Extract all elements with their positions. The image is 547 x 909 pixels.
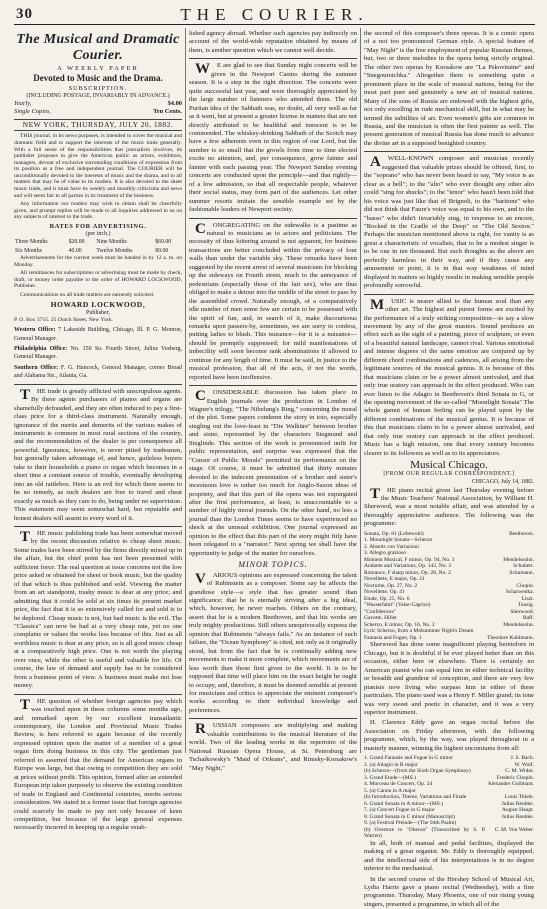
- programme-composer: Louis Thiele.: [504, 794, 534, 801]
- editorial-congregating: CONGREGATING on the sidewalks is a pastime as natural to musicians as to actors and politicians. The necessity of thus loitering around is not apparent, for business transactions are better concluded within the privacy of four walls than under the variable sky. These remarks have been suggested by the recent arrest of several musicians for blocking up the sideways on Fourth street, much to the annoyance of pedestrians (especially those of the fair sex), who are thus obliged to make a detour into the middle of the street to pass by the assembled crowd. Naturally enough, of a comparatively idle number of men some few are certain to be possessed with the spirit of fun, and, in search of it, make discourteous remarks upon passers-by, sometimes, we are sorry to confess, putting ladies to blush. This nuisance—for it is a nuisance—should be promptly suppressed; for mild manifestations of imbecility will soon become rank abominations if allowed to continue for any length of time. It must be said, in justice to the musical profession, that all of the acts, if not the words, reported have been inoffensive.: [189, 220, 357, 381]
- divider: [14, 694, 182, 695]
- office-southern: [14, 364, 182, 381]
- programme-piece: (b) Introduction, Theme, Variations and Finale: [364, 794, 467, 801]
- single-price: Ten Cents.: [153, 108, 182, 116]
- programme-piece: Novellette, E major, Op. 21: [364, 576, 425, 583]
- rates-note: Advertisements for the current week must be handed in by 12 a. m. on Monday.: [14, 254, 182, 268]
- programme-composer: Schumann.: [509, 569, 534, 576]
- programme-row: [364, 827, 534, 840]
- editorial-sunday-concerts: WE are glad to see that Sunday night concerts will be given in the Newport Casino during the summer season. It is a step in the right direction. The concerts were quite successful last year, and were thoroughly appreciated by the large number of listeners who attended them. The old Puritan idea of the Sabbath was, no doubt, all very well as far as it went, but at present a greater license in matters that are not directly attributed to be healthful and innocent is to be commended. The whiskey-drinking Sabbath of the Scotch may have a few adherents even in this region of our Lord, but the number is so small that the growls from time to time elected excite no attention, and, per consequence, grow fainter and fainter with each passing year. The Newport Sunday evening concerts are conducted upon the principle—and that rightly—of a low admission, so that all respectable people, whatever their social status, may form part of the audiences. Let other summer resorts imitate the sensible example set by the fashionable leaders of Newport society.: [189, 61, 357, 214]
- minor-russian-composers: RUSSIAN composers are multiplying and making valuable contributions to the musical literature of the world. Two of the leading works in the repertoire of the National Russian Opera House, at St. Petersburg are Tschaikowsky's "Maid of Orleans", and Rimsky-Korsakow's "May Night,": [189, 721, 357, 772]
- programme-composer: Raff.: [522, 615, 534, 622]
- editorial-prizes: AWELL-KNOWN composer and musician recently suggested that valuable prizes should be offered, first, to the "soprano" who has never been heard to say, "My voice is as clear as a bell"; to the "alto" who ever thought any other alto could "sing for shucks"; to the "tenor" who hasn't been told that his voice was just like that of Brignoli, to the "baritone" who did not think that Faure's voice was equal to his own, and to the "basso" who didn't invariably sing, in response to an encore, "Rocked in the Cradle of the Deep" or "The Old Sexton." Perhaps the musician mentioned above is right, for vanity is as great a characteristic of vocalists, that to be a modest singer is to be one in ten thousand. But such thoughts as the above are perfectly harmless in their way, and if they cause any amusement or point, it is in that way weakness of mind displayed in matters so highly results in making sensible people profoundly sorrowful.: [364, 154, 534, 290]
- page-number: 30: [16, 6, 33, 22]
- programme-piece: 2. Abseits con Variazioni: [364, 543, 419, 550]
- programme-composer: J. S. Bach.: [510, 755, 534, 762]
- correspondent-line: [FROM OUR REGULAR CORRESPONDENT.]: [383, 470, 515, 477]
- masthead-title: The Musical and Dramatic Courier.: [16, 32, 180, 63]
- programme-piece: Novellette, Op. 41: [364, 589, 405, 596]
- programme-piece: "Wasserfahrt" (Valse-Caprice): [364, 602, 431, 609]
- programme-piece: (b) Overture to "Oberon" (Transcribed by S. P. Warren): [364, 826, 486, 840]
- publisher-role: Publisher,: [86, 310, 110, 316]
- divider: [364, 294, 534, 295]
- rates-cell: $20.00: [68, 239, 85, 246]
- divider: [189, 218, 357, 219]
- programme-piece: 1. Grand Fantasie and Fugue in G minor: [364, 755, 453, 762]
- remit-note: All remittances for subscriptions or advertising must be made by check, draft, or money order payable to the order of HOWARD LOCKWOOD, Publisher.: [14, 270, 182, 290]
- minor-topics-heading: MINOR TOPICS.: [238, 560, 308, 570]
- publisher-address: P. O. Box 3715. 25 Dutch Street, New York.: [14, 317, 113, 324]
- rates-row: [14, 247, 182, 255]
- page-header: [14, 4, 535, 25]
- rates-table: [14, 238, 182, 255]
- divider: [189, 385, 357, 386]
- programme-piece: 3. Grand Etude—(MS.): [364, 774, 416, 781]
- programme-row: [364, 794, 534, 801]
- programme-piece: (b) Scherzo—(from the Sixth Organ Symphony): [364, 768, 471, 775]
- office-label: Southern Office:: [14, 364, 59, 371]
- minor-rubinstein: VARIOUS opinions are expressed concerning the talent of Rubinstein as a composer. Some say he affects the grandiose style—a style that has greater sound than significance; that he is eternally striving after a big ideal, which, however, he never reaches. Others on the contrary, assert that he is a modern Beethoven, and that his works are truly mighty productions. Still others unequivocally express the opinion that Rubinstein "always fails." As an instance of such failure, the "Ocean Symphony" is cited, not only as it originally stood, but from the fact that he is continually adding new movements to make it more complete, which movements are of less worth than those first given to the world. It is to be supposed that time will place him on the exact height he ought to occupy, and, therefore, it must be deemed sensible at present for musicians and critics to appreciate the eminent composer's works according to their individual knowledge and preferences.: [189, 570, 357, 714]
- chicago-eddy-2: In all, both of manual and pedal facilities, displayed the making of a great organist. Mr. Eddy is thoroughly equipped, and the intellectual side of his interpretations is in no degree inferior to the mechanical.: [364, 839, 534, 873]
- programme-piece: 6. Grand Sonata in A minor—(MS.): [364, 800, 443, 807]
- programme-piece: 4. Morceau de Concert, Op. 24: [364, 781, 433, 788]
- programme-piece: Sonata, Op. 81 (Lebewohl): [364, 530, 424, 537]
- rates-title: RATES FOR ADVERTISING.: [49, 223, 147, 231]
- programme-row: [364, 768, 534, 775]
- rates-cell: Nine Months: [96, 239, 127, 246]
- rates-sub: (per inch.): [85, 231, 111, 238]
- programme-piece: 2. (a) Adagio in B major: [364, 761, 418, 768]
- programme-composer: Mendelssohn.: [503, 621, 534, 628]
- column-2: [189, 30, 357, 772]
- office-western: [14, 326, 182, 343]
- programme-composer: Alexander Guilmant.: [487, 781, 534, 788]
- editorial-foreign-agencies: THE question of whether foreign agencies pay which was touched upon in these columns some months ago, and remarked upon by our excellent transatlantic contemporary, the London and Provincial Music Trades Review, is here referred to again because of the recently expressed opinion upon the matter of a member of a great organ firm doing business in this city. The gentleman just referred to asserted that the demand for American organs in Europe was large, but that owing to competition they are sold at prices without profit. This opinion, formed after an extended European trip taken purposely to observe the existing condition of trade in England and Continental countries, merits serious consideration. We stated in a former issue that foreign agencies could scarcely be made to pay not only because of keen competition, but because of the large general expenses necessarily incurred in keeping up a regular estab-: [14, 696, 182, 832]
- single-price-row: [14, 108, 182, 116]
- dateline: NEW YORK, THURSDAY, JULY 20, 1882.: [14, 119, 182, 131]
- rates-cell: Three Months: [15, 239, 48, 246]
- programme-composer: Sherwood.: [510, 608, 534, 615]
- editorial-cheap-music: THE music publishing trade has been somewhat moved by the recent discussion relative to cheap sheet music. Some trades have been stirred by the firms directly mixed up in the affair, but the chief point has not been presented with sufficient force. The real question at issue concerns not the low price asked or obtained for sheet or book music, but the quality of that which is thus published and sold. Viewing the matter from an art standpoint, trashy music is dear at any price; and admitting that it could be sold at six times its present market price, the fact that it is so extensively called for and sold is to be deplored. Cheap music is not, but bad music is the evil. The "Classics" can now be had at a very cheap rate, yet no one complains or values the works less because of this. Just as all worthless music is dear at any price, so is all good music cheap at a comparatively high price. One is not worth the playing over once, while the other is useful and valuable for life. Of course, the law of demand and supply has to be considered from a business point of view. A business must make not lose money.: [14, 529, 182, 690]
- programme-piece: Moment Musical, F minor, Op. 94, No. 3: [364, 556, 455, 563]
- editorial-music-soul: MUSIC is nearer allied to the human soul than any other art. The highest and purest forms are excited by the performance of a truly striking composition—to say a slow movement by any of the great masters. Sound produces an effect such as the sight of a painting, piece of sculpture, or even of a beautiful natural landscape, cannot rival. Various emotional and intense degrees of the same emotion are conjured up by different chord combinations and cadences, all arising from the legitimate sources of the musical genius. It is because of this that musicians claim or be a power almost unrivaled, and that only true oratory can approach in the effect produced. Who can ever listen to the Adagio in Beethoven's third Sonata in G, or the opening movement of the so-called "Moonlight Sonata" The whole gamut of human feeling can be played upon by the different combinations of the musical genius. It is because of this that musicians claim to be a power almost unrivaled, and that only true oratory can approach in the effect produced. Music has a high mission, one that every century becomes clearer to its followers as well as to its appreciators.: [364, 296, 534, 457]
- musical-chicago-heading: Musical Chicago.: [410, 459, 488, 472]
- continued-paragraph: the second of this composer's three operas. It is a comic opera of a not too pronounced German style. A special feature of "May Night" is the free employment of popular Russian themes, but, two or three melodies in the opera being strictly original. The other two operas by Korsakow are "La Pskovitaine" and "Snegourotchka." Altogether there is something quite a prominent place in the scale of musical nations, being for the most part pure and genuinely a new art of musical nations. Many of the sons of Russia are endowed with the highest gifts, not only excelling in rude mechanical skill, but in what may be termed the subtilties of art. Even women's gifts are common in Russia, and the musician is often the first painter as well. The present generation of musical Russia has done much to advance the divine art in a supposed benighted country.: [364, 30, 534, 147]
- programme-composer: W. Wolf.: [514, 761, 534, 768]
- rates-row: [14, 238, 182, 246]
- programme-composer: Scharwenka.: [505, 589, 534, 596]
- divider: [189, 58, 357, 59]
- programme-piece: 5. (a) Canon in A major: [364, 787, 416, 794]
- programme-piece: 7. (a) Concert Fugue in G major: [364, 807, 435, 814]
- office-philadelphia: [14, 345, 182, 362]
- publisher-name: HOWARD LOCKWOOD,: [50, 299, 146, 309]
- rates-cell: 80.00: [155, 247, 169, 254]
- programme-composer: C. M. Von Weber.: [494, 826, 534, 833]
- subscription-note: (INCLUDING POSTAGE, INVARIABLY IN ADVANCE.): [26, 93, 170, 100]
- divider: [364, 151, 534, 152]
- programme-composer: Beethoven.: [509, 530, 534, 537]
- rates-cell: $60.00: [155, 239, 172, 246]
- rates-cell: 40.00: [68, 247, 82, 254]
- yearly-price: $4.00: [167, 99, 182, 107]
- chicago-recital: THE piano recital given last Thursday evening before the Music Teachers' National Association, by William H. Sherwood, was a most notable affair, and was attended by a thoroughly appreciative audience. The following was the programme:: [364, 485, 534, 528]
- programme-table-2: [364, 755, 534, 840]
- programme-piece: 9. (a) Festival Prelude—(The 94th Psalm): [364, 820, 457, 827]
- programme-composer: Mendelssohn.: [503, 556, 534, 563]
- comms-note: Communications on all trade matters are earnestly solicited.: [20, 291, 155, 298]
- masthead: [14, 32, 182, 83]
- programme-piece: 1. Moonlight Sonata—Scherzo: [364, 537, 433, 544]
- programme-piece: Etude, Op. 25, No. 6: [364, 595, 410, 602]
- programme-piece: 3. Allegro grazioso: [364, 550, 407, 557]
- continued-paragraph: lished agency abroad. Whether such agencies pay indirectly on account of the world-wide reputation obtained by means of them, is another question which we cannot well decide.: [189, 30, 357, 54]
- programme-piece: Gavotte, Hiller: [364, 615, 397, 622]
- office-text: No. 150 So. Fourth Street, Julius Vosberg, General Manager.: [14, 345, 182, 361]
- office-label: Philadelphia Office:: [14, 345, 68, 352]
- divider: [14, 384, 182, 385]
- programme-piece: Lyric Scherzo, from a Midsummer Night's Dream: [364, 628, 474, 635]
- chicago-hershey: In the second course of the Hershey School of Musical Art, Lydia Harris gave a piano recital (Wednesday), with a fine programme. Thursday, Mary Phoenix, one of our rising young singers, presented a programme, in which all of the: [364, 875, 534, 908]
- office-text: F. G. Hancock, General Manager, corner Broad and Alabama Sts., Atlanta, Ga.: [14, 364, 182, 380]
- office-label: Western Office:: [14, 327, 56, 334]
- subscription-label: SUBSCRIPTION.: [68, 84, 128, 92]
- programme-piece: Andante and Variations, Op. 142, No. 3: [364, 563, 451, 570]
- programme-composer: August Haupt.: [501, 807, 534, 814]
- yearly-price-row: [14, 100, 182, 108]
- column-3: [364, 30, 534, 908]
- chicago-date: CHICAGO, July 14, 1882.: [471, 479, 534, 486]
- programme-piece: Nocturne, Op. 27, No. 2: [364, 582, 418, 589]
- rates-cell: Twelve Months: [96, 247, 133, 254]
- column-rule: [360, 28, 361, 753]
- divider: [14, 526, 182, 527]
- programme-composer: Tausig.: [518, 602, 534, 609]
- programme-composer: Theodore Kuhlmann.: [486, 634, 534, 641]
- programme-piece: Scherzo, E minor, Op. 16, No. 2: [364, 621, 435, 628]
- intro-paragraph-2: Any information our readers may wish to obtain shall be cheerfully given, and prompt replies will be made to all inquiries addressed to us on any subjects of interest to the trade.: [14, 201, 182, 221]
- editorial-wagner-trilogy: CONSIDERABLE discussion has taken place in English journals over the production in London of Wagner's trilogy, "The Nibelung's Ring," concerning the moral of the plot. Some papers condemn the story in toto, especially singling out the love-feast in "Die Walküre" between brother and sister, represented by the characters Siegmund and Sieglinde. This section of the work is pronounced unfit for public representation, and surprise was expressed that the "Censor of Public Morals" permitted its performance on the stage. Of course, it must be admitted that thirty minutes devoted to the indecent presentation of a brother and sister's incestuous love is rather too much for Anglo-Saxon ideas of propriety, and that this part of the opera was not expurgated after the first performance, at least, is unaccountable to a number of highly moral journals. On the other hand, no less a journal than the London Times seems to have experienced no shock at the unusual exhibition. One journal expressed an opinion to the effect that this part of the story might fitly have been relegated to a "narrator." Next spring we shall have the opportunity to judge of the matter for ourselves.: [189, 388, 357, 557]
- programme-composer: Chopin.: [516, 582, 534, 589]
- chicago-eddy: H. Clarence Eddy gave an organ recital before the Association on Friday afternoon, with the following programme, which, by the way, was played throughout in a masterly manner, winning the highest encomiums from all:: [364, 719, 534, 752]
- rates-cell: Six Months: [15, 247, 42, 254]
- programme-composer: Liszt.: [521, 595, 534, 602]
- divider: [189, 718, 357, 719]
- single-label: Single Copies,: [14, 108, 51, 116]
- programme-table: [364, 531, 534, 642]
- masthead-subtitle: A WEEKLY PAPER: [57, 65, 139, 72]
- programme-composer: Schubert.: [513, 563, 534, 570]
- yearly-label: Yearly,: [14, 99, 32, 107]
- programme-composer: Frederic Chopin.: [496, 774, 534, 781]
- programme-piece: 8. Grand Sonata in C minor (Manuscript): [364, 813, 455, 820]
- intro-paragraph: THIS journal, in its news purposes, is intended to cover the musical and dramatic field and to support the interests of the music trade generally. With a full sense of the responsibilities that journalism involves, its publisher proposes to give the American public as artists, exhibitors, managers, devout of exclusive surrounding conditions of expression from its position as a free and independent journal. The COURIER will be unconditionally devoted to the interests of music and the drama, and to all matters that may be of value to its readers. It is also devoted to the sheet music trade, and it must have its weekly and monthly criticisms and news and will seem fair to all parties in its treatment of the business.: [14, 133, 182, 199]
- chicago-sherwood: Sherwood has done some magnificent playing heretofore in Chicago, but it is doubtful if he ever played better than on this occasion, either here or elsewhere. There is certainly no American pianist who can equal him in either technical facility or breadth and grandeur of conception, and there are very few pianists now living who surpass him in either of these particulars. The piano used was a Henry F. Miller grand; its tone was very sweet and poetic in character, and it was a very superior instrument.: [364, 641, 534, 716]
- programme-composer: Julius Reubke.: [501, 813, 534, 820]
- editorial-unscrupulous-agents: THE trade is greatly afflicted with unscrupulous agents. By these agents purchasers of pianos and organs are shamefully defrauded, and they are often induced to pay a first-class price for a third-class instrument. Naturally enough, ignorance of the merits and demerits of the various makes of instruments is common in most rural sections of the country, and the recommendation of the dealer is per consequence all powerful. Ignorance, however, is never pitied by tradesmen, but generally taken advantage of, and hence, guileless buyers take to their households a piano or organ which becomes in a short time a constant source of trouble, eventually developing into an old rattlebox. Here is an evil for which there seems to be no remedy, as such dealers are free to travel and cheat exactly as much as they care to do, being under no supervision. This statement may seem somewhat hard, but reputable and honest dealers will assent to every word of it.: [14, 386, 182, 522]
- running-head: THE COURIER.: [180, 5, 369, 24]
- column-rule: [185, 28, 186, 753]
- programme-composer: C. M. Widor.: [505, 768, 534, 775]
- column-1: [14, 30, 182, 832]
- programme-piece: Fantasia and Fugue, Op. 1: [364, 634, 422, 641]
- masthead-devoted: Devoted to Music and the Drama.: [33, 73, 163, 84]
- programme-piece: "Confidences": [364, 608, 396, 615]
- programme-piece: Romance, F sharp minor, Op. 28, No. 2: [364, 569, 451, 576]
- office-text: 7 Lakeside Building, Chicago, Ill. P. G. Monroe, General Manager.: [14, 327, 182, 342]
- programme-composer: Julius Reubke.: [501, 800, 534, 807]
